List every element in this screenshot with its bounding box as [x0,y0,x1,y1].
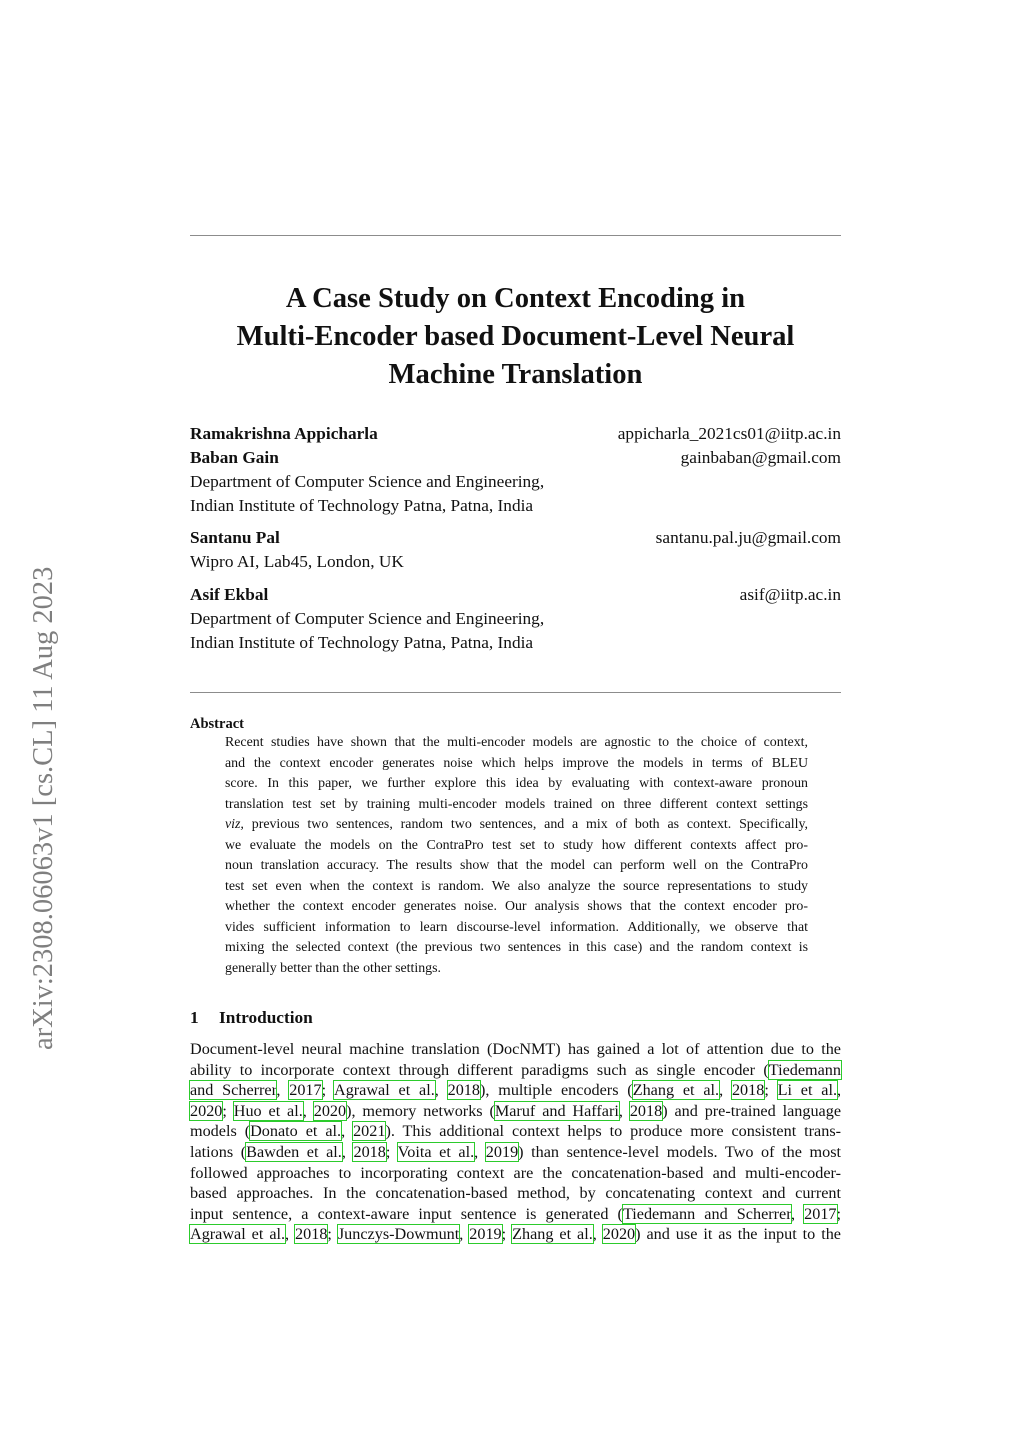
body-text: followed approaches to incorporating context are the concatenation-based and multi-encoder- [190,1163,841,1182]
body-text: , [341,1122,354,1141]
abstract-line: viz, previous two sentences, random two sentences, and a mix of both as context. Specifically, [225,817,808,832]
body-text: ; [222,1101,234,1120]
body-line [190,1183,841,1204]
author-row [190,583,841,607]
body-text: models ( [190,1122,251,1141]
body-line [190,1121,841,1142]
abstract-line: score. In this paper, we further explore this idea by evaluating with context-aware pronoun [225,776,808,791]
affiliation-line: Department of Computer Science and Engineering, [190,609,545,628]
author-group-wipro [190,526,841,574]
body-line [190,1224,841,1245]
citation-link[interactable]: Voita et al. [397,1142,475,1161]
citation-link[interactable]: Tiedemann [768,1060,841,1079]
author-row [190,446,841,470]
affiliation-line: Indian Institute of Technology Patna, Patna, India [190,496,534,515]
citation-link[interactable]: Junczys-Dowmunt [337,1225,460,1244]
body-text: , [719,1081,732,1100]
abstract-line: noun translation accuracy. The results show that the model can perform well on the ContraPro [225,858,808,873]
author-email[interactable]: asif@iitp.ac.in [739,585,841,604]
body-text: ) and use it as the input to the [635,1225,841,1244]
body-text: , [302,1101,314,1120]
abstract-line: generally better than the other settings. [225,960,442,976]
citation-link[interactable]: 2018 [629,1101,663,1120]
citation-link[interactable]: Zhang et al. [632,1081,720,1100]
citation-link[interactable]: Huo et al. [233,1101,303,1120]
author-name: Baban Gain [190,448,279,467]
body-text: , [592,1225,603,1244]
author-group-iitp [190,422,841,518]
author-name: Asif Ekbal [190,585,269,604]
citation-link[interactable]: and Scherrer [190,1081,277,1100]
section-title: Introduction [219,1008,313,1027]
body-text: , [618,1101,630,1120]
abstract-line: translation test set by training multi-encoder models trained on three different context settings [225,796,808,812]
body-line [190,1204,841,1225]
citation-link[interactable]: 2020 [602,1225,636,1244]
citation-link[interactable]: 2018 [447,1081,480,1100]
title-top-rule [190,235,841,236]
author-email[interactable]: appicharla_2021cs01@iitp.ac.in [617,424,841,443]
citation-link[interactable]: 2018 [295,1225,328,1244]
abstract-line: whether the context encoder generates noise. Our analysis shows that the context encoder pro- [225,899,808,914]
citation-link[interactable]: 2020 [313,1101,347,1120]
body-text: based approaches. In the concatenation-based method, by concatenating context and current [190,1184,841,1203]
body-text: ; [836,1204,842,1223]
abstract-line: mixing the selected context (the previous two sentences in this case) and the random context is [225,940,808,955]
abstract-line: Recent studies have shown that the multi-encoder models are agnostic to the choice of context, [225,735,808,750]
body-text: , [474,1142,486,1161]
section-heading-introduction [190,1006,313,1030]
citation-link[interactable]: Tiedemann and Scherrer [622,1204,791,1223]
body-text: , [434,1081,448,1100]
body-line [190,1080,841,1101]
citation-link[interactable]: 2020 [190,1101,223,1120]
body-text: ; [764,1081,778,1100]
author-name: Santanu Pal [190,528,280,547]
body-text: ). This additional context helps to produce more consistent trans- [385,1122,842,1141]
citation-link[interactable]: 2017 [804,1204,837,1223]
body-text: lations ( [190,1142,247,1161]
citation-link[interactable]: Agrawal et al. [190,1225,286,1244]
affiliation-line: Indian Institute of Technology Patna, Patna, India [190,633,534,652]
abstract-heading: Abstract [190,716,244,732]
citation-link[interactable]: 2019 [469,1225,502,1244]
author-email[interactable]: santanu.pal.ju@gmail.com [655,528,841,547]
citation-link[interactable]: 2019 [485,1142,519,1161]
title-line: Multi-Encoder based Document-Level Neural [236,321,795,352]
affiliation-line: Department of Computer Science and Engineering, [190,472,545,491]
affiliation-line: Wipro AI, Lab45, London, UK [190,552,404,571]
body-line [190,1163,841,1184]
citation-link[interactable]: Donato et al. [250,1122,342,1141]
abstract-line: and the context encoder generates noise which helps improve the models in terms of BLEU [225,755,808,771]
paper-title [190,280,841,394]
body-text: ; [327,1225,338,1244]
body-text: ), multiple encoders ( [479,1081,633,1100]
body-text: , [459,1225,470,1244]
author-name: Ramakrishna Appicharla [190,424,378,443]
abstract-line: test set even when the context is random. We also analyze the source representations to study [225,878,808,894]
body-text: Document-level neural machine translation (DocNMT) has gained a lot of attention due to the [190,1040,841,1058]
body-text: , [837,1081,842,1100]
author-row [190,422,841,446]
body-text: ability to incorporate context through different paradigms such as single encoder ( [190,1060,769,1079]
citation-link[interactable]: 2021 [353,1122,386,1141]
introduction-body [190,1039,841,1245]
abstract-body [225,733,808,979]
body-text: ; [501,1225,513,1244]
title-bottom-rule [190,692,841,693]
author-email[interactable]: gainbaban@gmail.com [680,448,841,467]
body-text: ) and pre-trained language [662,1101,842,1120]
author-group-iitp-2 [190,583,841,655]
title-line: A Case Study on Context Encoding in [285,283,746,314]
citation-link[interactable]: Agrawal et al. [334,1081,435,1100]
body-text: input sentence, a context-aware input sentence is generated ( [190,1204,623,1223]
body-text: ; [321,1081,334,1100]
body-line [190,1039,841,1060]
citation-link[interactable]: Bawden et al. [246,1142,342,1161]
abstract-line: we evaluate the models on the ContraPro test set to study how different contexts affect pro- [225,837,808,853]
citation-link[interactable]: Zhang et al. [512,1225,593,1244]
citation-link[interactable]: 2018 [353,1142,386,1161]
citation-link[interactable]: Li et al. [777,1081,838,1100]
citation-link[interactable]: 2017 [289,1081,322,1100]
author-row [190,526,841,550]
body-line [190,1101,841,1122]
citation-link[interactable]: 2018 [731,1081,765,1100]
arxiv-identifier-stamp: arXiv:2308.06063v1 [cs.CL] 11 Aug 2023 [28,566,59,1050]
title-line: Machine Translation [388,359,643,390]
body-text: ), memory networks ( [346,1101,495,1120]
body-text: ; [385,1142,398,1161]
body-text: , [341,1142,354,1161]
body-text: ) than sentence-level models. Two of the most [518,1142,841,1161]
body-line [190,1142,841,1163]
body-text: , [790,1204,805,1223]
section-number: 1 [190,1008,199,1027]
body-line [190,1060,841,1081]
body-text: , [276,1081,290,1100]
citation-link[interactable]: Maruf and Haffari [494,1101,619,1120]
body-text: , [285,1225,296,1244]
abstract-line: vides sufficient information to learn discourse-level information. Additionally, we observe that [225,919,808,935]
